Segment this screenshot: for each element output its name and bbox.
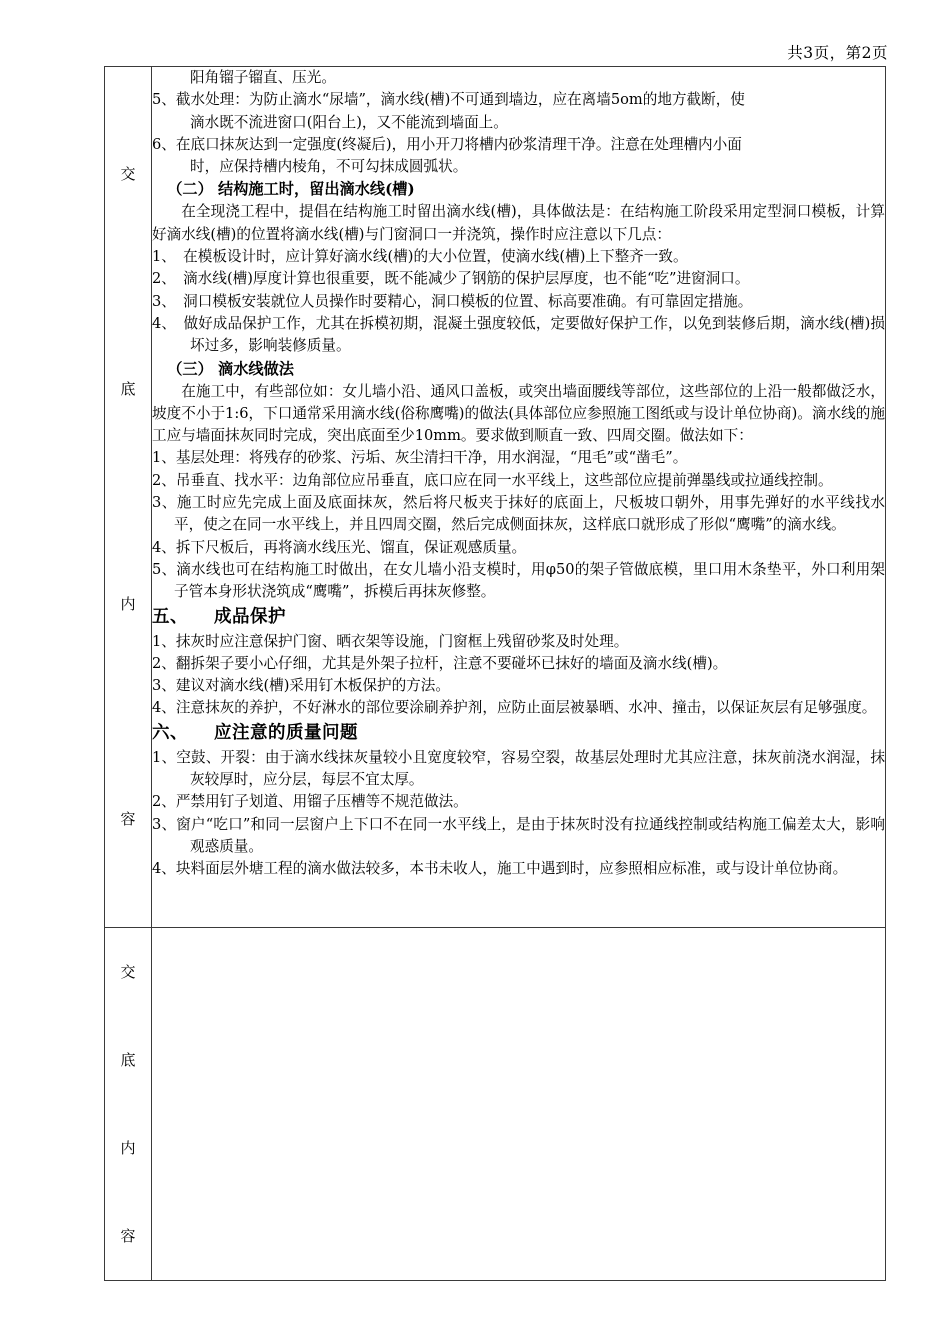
section-five-number: 五、 <box>152 606 188 627</box>
disclosure-table <box>104 66 886 1281</box>
section-five-item-3: 3、建议对滴水线(槽)采用钉木板保护的方法。 <box>152 677 450 695</box>
vlabel-char: 内 <box>120 1138 136 1157</box>
subsection-two-item-3: 3、 洞口模板安装就位人员操作时要精心，洞口模板的位置、标高要准确。有可靠固定措施。 <box>152 292 753 310</box>
subsection-three-item-5: 5、滴水线也可在结构施工时做出，在女儿墙小沿支模时，用φ50的架子管做底模，里口用木条垫平，外口利用架子管本身形状浇筑成“鹰嘴”，拆模后再抹灰修整。 <box>152 560 885 601</box>
page-indicator: 共3页，第2页 <box>787 44 888 62</box>
subsection-three-item-2: 2、吊垂直、找水平：边角部位应吊垂直，底口应在同一水平线上，这些部位应提前弹墨线或拉通线控制。 <box>152 471 833 489</box>
subsection-heading-two: （二） 结构施工时，留出滴水线(槽) <box>167 180 415 199</box>
vertical-label-disclosure-content-2 <box>105 928 151 1280</box>
table-row <box>105 67 886 928</box>
section-five-item-4: 4、注意抹灰的养护，不好淋水的部位要涂刷养护剂，应防止面层被暴晒、水冲、撞击，以保证灰层有足够强度。 <box>152 699 877 717</box>
vlabel-char: 交 <box>120 165 136 184</box>
subsection-two-paragraph: 在全现浇工程中，提倡在结构施工时留出滴水线(槽)，具体做法是：在结构施工阶段采用定型洞口模板，计算好滴水线(槽)的位置将滴水线(槽)与门窗洞口一并浇筑，操作时应注意以下几点： <box>152 203 885 243</box>
paragraph-top-continuation: 阳角镏子镏直、压光。 <box>190 69 336 86</box>
subsection-three-item-4: 4、拆下尺板后，再将滴水线压光、馏直，保证观感质量。 <box>152 538 527 556</box>
row-label-cell-2 <box>105 928 152 1281</box>
section-five-title: 成品保护 <box>214 606 286 627</box>
vlabel-char: 底 <box>120 380 136 399</box>
subsection-three-paragraph: 在施工中，有些部位如：女儿墙小沿、通风口盖板，或突出墙面腰线等部位，这些部位的上沿一般都做泛水，坡度不小于1:6，下口通常采用滴水线(俗称鹰嘴)的做法(具体部位应参照施工图纸或与设计单位协商)。滴水线的施工应与墙面抹灰同时完成，突出底面至少10mm。要求做到顺直一致、四周交圈。做法如下： <box>152 382 885 445</box>
table-row <box>105 928 886 1281</box>
section-six-item-2: 2、严禁用钉子划道、用镏子压槽等不规范做法。 <box>152 793 468 811</box>
section-six-title: 应注意的质量问题 <box>214 722 358 743</box>
subsection-three-item-1: 1、基层处理：将残存的砂浆、污垢、灰尘清扫干净，用水润湿，“甩毛”或“凿毛”。 <box>152 449 688 467</box>
list-item-6-continuation: 时，应保持槽内棱角，不可勾抹成圆弧状。 <box>190 158 468 176</box>
vlabel-char: 交 <box>120 962 136 981</box>
list-item-5-continuation: 滴水既不流进窗口(阳台上)，又不能流到墙面上。 <box>190 113 508 131</box>
vlabel-char: 容 <box>120 1226 136 1245</box>
vlabel-char: 底 <box>120 1050 136 1069</box>
section-five-item-1: 1、抹灰时应注意保护门窗、晒衣架等设施，门窗框上残留砂浆及时处理。 <box>152 632 629 650</box>
subsection-two-item-4: 4、 做好成品保护工作，尤其在拆模初期，混凝土强度较低，定要做好保护工作，以免到装修后期，滴水线(槽)损坏过多，影响装修质量。 <box>152 314 885 355</box>
list-item-6: 6、在底口抹灰达到一定强度(终凝后)，用小开刀将槽内砂浆清理干净。注意在处理槽内小面 <box>152 135 742 153</box>
disclosure-content-cell-1 <box>152 67 886 928</box>
vlabel-char: 内 <box>120 595 136 614</box>
section-heading-five <box>152 604 885 631</box>
subsection-two-item-1: 1、 在模板设计时，应计算好滴水线(槽)的大小位置，使滴水线(槽)上下整齐一致。 <box>152 248 688 266</box>
subsection-heading-three: （三） 滴水线做法 <box>167 359 294 378</box>
section-six-item-1: 1、空鼓、开裂：由于滴水线抹灰量较小且宽度较窄，容易空裂，故基层处理时尤其应注意，抹灰前浇水润湿，抹灰较厚时，应分层，每层不宜太厚。 <box>152 748 885 789</box>
subsection-three-item-3: 3、施工时应先完成上面及底面抹灰，然后将尺板夹于抹好的底面上，尺板坡口朝外，用事先弹好的水平线找水平，使之在同一水平线上，并且四周交圈，然后完成侧面抹灰，这样底口就形成了形似“鹰嘴”的滴水线。 <box>152 494 885 534</box>
section-six-item-3: 3、窗户“吃口”和同一层窗户上下口不在同一水平线上，是由于抹灰时没有拉通线控制或结构施工偏差太大，影响观惑质量。 <box>152 815 885 855</box>
disclosure-content-cell-2 <box>152 928 886 1281</box>
vlabel-char: 容 <box>120 810 136 829</box>
section-six-item-4: 4、块料面层外塘工程的滴水做法较多，本书未收人，施工中遇到时，应参照相应标准，或与设计单位协商。 <box>152 860 848 878</box>
row-label-cell-1 <box>105 67 152 928</box>
section-five-item-2: 2、翻拆架子要小心仔细，尤其是外架子拉杆，注意不要碰坏已抹好的墙面及滴水线(槽)。 <box>152 654 728 672</box>
subsection-two-item-2: 2、 滴水线(槽)厚度计算也很重要，既不能减少了钢筋的保护层厚度，也不能“吃”进窗洞口。 <box>152 270 750 288</box>
list-item-5: 5、截水处理：为防止滴水“尿墙”，滴水线(槽)不可通到墙边，应在离墙5om的地方截断，使 <box>152 91 745 109</box>
vertical-label-disclosure-content-1 <box>105 67 151 927</box>
section-six-number: 六、 <box>152 722 188 743</box>
section-heading-six <box>152 720 885 747</box>
